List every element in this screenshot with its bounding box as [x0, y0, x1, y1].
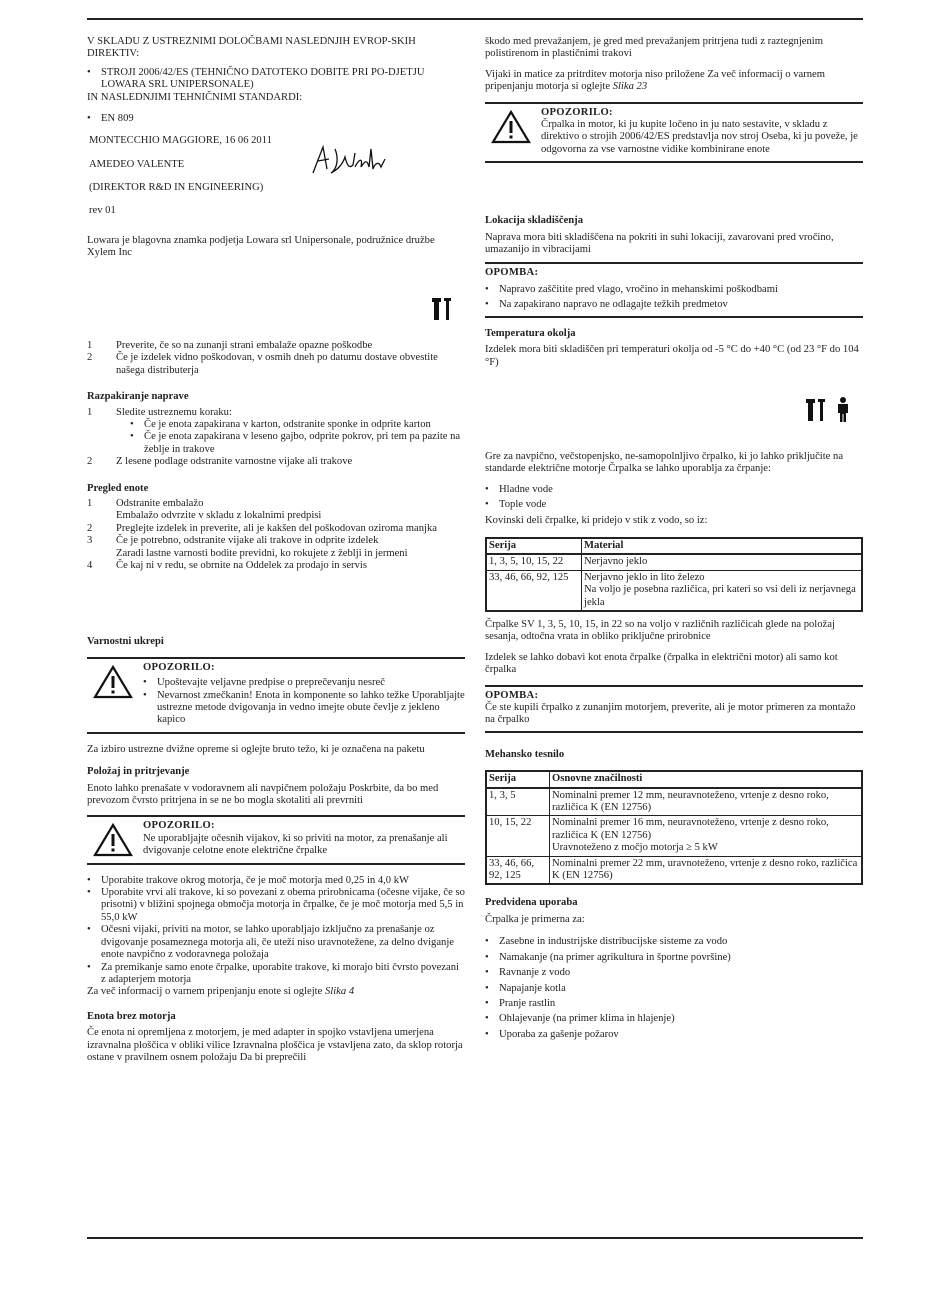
temp-title: Temperatura okolja: [485, 327, 576, 339]
list-item: 2 Z lesene podlage odstranite varnostne vijake ali trakove: [87, 456, 353, 468]
continued-text: škodo med prevažanjem, je gred med prevažanjem pritrjena tudi z raztegnjenim polistirenom in plastičnimi trakovi: [485, 36, 823, 60]
list-item: • Zasebne in industrijske distribucijske sisteme za vodo: [485, 936, 863, 948]
inspect-title: Pregled enote: [87, 482, 149, 494]
list-item: 2 Preglejte izdelek in preverite, ali je kakšen del poškodovan oziroma manjka: [87, 522, 437, 534]
warning-icon: [491, 110, 531, 144]
position-text: Enoto lahko prenašate v vodoravnem ali navpičnem položaju Poskrbite, da bo med prevozom čvrsto pritrjena in se ne bo mogla skotaliti ali prevrniti: [87, 782, 439, 807]
table-cell: Nerjavno jeklo: [582, 554, 863, 570]
warning-icon: [93, 665, 133, 699]
standards-intro: IN NASLEDNJIMI TEHNIČNIMI STANDARDI:: [87, 91, 303, 103]
warning-title: OPOZORILO:: [143, 661, 215, 673]
list-item: • Uporabite vrvi ali trakove, ki so povezani z obema prirobnicama (očesne vijake, če so prisotni) v bližini spojnega območja motorja in črpalke, če je moč motorja med 5,5 in 55,0 kW: [87, 887, 465, 924]
table-cell: 1, 3, 5: [486, 788, 550, 816]
position-title: Položaj in pritrjevanje: [87, 766, 190, 778]
list-item: 2 Če je izdelek vidno poškodovan, v osmih dneh po datumu dostave obvestite našega distributerja: [87, 352, 438, 376]
material-table: [485, 537, 863, 612]
list-item: • Očesni vijaki, priviti na motor, se lahko uporabljajo izključno za prenašanje oz dvigovanje posameznega motorja ali, če uteži niso uravnotežene, za delno dviganje enote navpično z vodoravnega položaja: [87, 924, 465, 961]
tools-icon: [805, 397, 827, 423]
use-intro: Črpalka je primerna za:: [485, 913, 585, 925]
list-item: • Tople vode: [485, 499, 863, 511]
warning-icon: [93, 823, 133, 857]
list-item: 1 Preverite, če so na zunanji strani embalaže opazne poškodbe: [87, 339, 373, 351]
list-item: 1 Odstranite embalažo Embalažo odvrzite v skladu z lokalnimi predpisi: [87, 497, 322, 522]
standard-item: • EN 809: [87, 113, 465, 125]
table-row: [486, 816, 862, 856]
icon-row-1: [87, 260, 465, 340]
list-item: • Nevarnost zmečkanin! Enota in komponente so lahko težke Uporabljajte ustrezne metode dvigovanja in vedno imejte obute čevlje z jekleno kapico: [143, 690, 465, 727]
list-item: • Hladne vode: [485, 484, 863, 496]
note-list: [485, 284, 863, 312]
left-column: [87, 36, 465, 1064]
table-cell: 1, 3, 5, 10, 15, 22: [486, 554, 582, 570]
icon-row-2: [485, 369, 863, 451]
list-item: • Če je enota zapakirana v karton, odstranite sponke in odprite karton: [130, 419, 465, 431]
warning-box: [485, 102, 863, 164]
table-header: Osnovne značilnosti: [550, 771, 863, 787]
warning-text: Ne uporabljajte očesnih vijakov, ki so priviti na motor, za prenašanje ali dvigovanje celotne enote električne črpalke: [143, 832, 448, 857]
list-item: • Napajanje kotla: [485, 983, 863, 995]
check-list: [87, 340, 465, 377]
storage-text: Naprava mora biti skladiščena na pokriti in suhi lokaciji, zavarovani pred vročino, umazanijo in vibracijami: [485, 231, 834, 256]
top-rule: [87, 18, 863, 20]
note-title: OPOMBA:: [485, 267, 539, 279]
table-header-row: [486, 771, 862, 787]
unpack-list: [87, 407, 465, 469]
list-item: 3 Če je potrebno, odstranite vijake ali trakove in odprite izdelek Zaradi lastne varnosti bodite previdni, ko rokujete z žeblji in jermeni: [87, 535, 408, 559]
storage-title: Lokacija skladiščenja: [485, 215, 584, 227]
list-item: • Upoštevajte veljavne predpise o preprečevanju nesreč: [143, 677, 465, 689]
unit-text: Izdelek se lahko dobavi kot enota črpalke (črpalka in električni motor) ali samo kot črpalka: [485, 651, 838, 676]
table-row: [486, 788, 862, 816]
inspect-list: [87, 498, 465, 572]
no-motor-text: Če enota ni opremljena z motorjem, je med adapter in spojko vstavljena umerjena izravnalna ploščica v obliki vilice Izravnalna ploščica je vstavljena zato, da sklop rotorja ostane v pravilnem osnem položaju Da bi preprečili: [87, 1027, 463, 1063]
warning-list: [143, 677, 465, 727]
sv-text: Črpalke SV 1, 3, 5, 10, 15, in 22 so na voljo v različnih različicah glede na položaj sesanja, odtočna vrata in obliko priključne prirobnice: [485, 618, 835, 643]
water-list: [485, 484, 863, 512]
list-item: • Napravo zaščitite pred vlago, vročino in mehanskimi poškodbami: [485, 284, 863, 296]
bottom-rule: [87, 1237, 863, 1239]
table-row: [486, 570, 862, 611]
table-cell: 10, 15, 22: [486, 816, 550, 856]
table-cell: 33, 46, 66, 92, 125: [486, 856, 550, 884]
directive-intro: V SKLADU Z USTREZNIMI DOLOČBAMI NASLEDNJIH EVROP-SKIH DIREKTIV:: [87, 36, 416, 60]
screws-text: Vijaki in matice za pritrditev motorja niso priložene Za več informacij o varnem pripenjanju motorja si oglejte Slika 23: [485, 68, 826, 93]
use-title: Predvidena uporaba: [485, 897, 578, 909]
directive-list: [87, 67, 465, 92]
table-row: [486, 554, 862, 570]
table-header: Serija: [486, 771, 550, 787]
signer-title: (DIREKTOR R&D IN ENGINEERING): [89, 182, 264, 194]
table-cell: Nominalni premer 16 mm, neuravnoteženo, vrtenje z desno roko, različica K (EN 12756) Uravnoteženo z močjo motorja ≥ 5 kW: [550, 816, 863, 856]
lift-list: [87, 875, 465, 987]
list-item: • Na zapakirano napravo ne odlagajte težkih predmetov: [485, 299, 863, 311]
table-header-row: [486, 538, 862, 554]
unpack-sublist: [116, 419, 465, 456]
list-item: 4 Če kaj ni v redu, se obrnite na Oddelek za prodajo in servis: [87, 559, 367, 571]
table-header: Serija: [486, 538, 582, 554]
trademark-text: Lowara je blagovna znamka podjetja Lowara srl Unipersonale, podružnice družbe Xylem Inc: [87, 235, 435, 259]
tools-icon: [431, 296, 453, 322]
unpack-title: Razpakiranje naprave: [87, 391, 189, 403]
revision: rev 01: [89, 204, 116, 216]
list-item: • Ravnanje z vodo: [485, 967, 863, 979]
list-item: • Za premikanje samo enote črpalke, uporabite trakove, ki morajo biti čvrsto povezani z adapterjem motorja: [87, 962, 465, 987]
note-title: OPOMBA:: [485, 689, 539, 701]
signer-name: AMEDEO VALENTE: [89, 158, 185, 170]
temp-text: Izdelek mora biti skladiščen pri temperaturi okolja od -5 °C do +40 °C (od 23 °F do 104 °F): [485, 344, 859, 368]
warning-title: OPOZORILO:: [143, 820, 215, 832]
list-item: 1 Sledite ustreznemu koraku: • Če je enota zapakirana v karton, odstranite sponke in odprite karton • Če je enota zapakirana v leseno gajbo, odprite pokrov, pri tem pa pazite na žeblje in trakove: [87, 407, 465, 457]
warning-text: Črpalka in motor, ki ju kupite ločeno in ju nato sestavite, v skladu z direktivo o strojih 2006/42/ES predstavlja nov stroj Oseba, ki ju poveže, je odgovorna za vse varnostne vidike kombinirane enote: [541, 119, 858, 155]
more-info-text: Za več informacij o varnem pripenjanju enote si oglejte Slika 4: [87, 986, 355, 998]
note-box: [485, 685, 863, 733]
seal-table: [485, 770, 863, 885]
list-item: • Pranje rastlin: [485, 998, 863, 1010]
warning-box: [87, 657, 465, 734]
safety-title: Varnostni ukrepi: [87, 636, 164, 648]
note-text: Če ste kupili črpalko z zunanjim motorjem, preverite, ali je motor primeren za montažo na črpalko: [485, 702, 856, 726]
seal-title: Mehansko tesnilo: [485, 748, 565, 760]
metal-parts-text: Kovinski deli črpalke, ki pridejo v stik z vodo, so iz:: [485, 514, 708, 526]
table-row: [486, 856, 862, 884]
list-item: • Uporabite trakove okrog motorja, če je moč motorja med 0,25 in 4,0 kW: [87, 875, 465, 887]
table-cell: Nominalni premer 22 mm, uravnoteženo, vrtenje z desno roko, različica K (EN 12756): [550, 856, 863, 884]
table-header: Material: [582, 538, 863, 554]
list-item: • Uporaba za gašenje požarov: [485, 1029, 863, 1041]
table-cell: Nerjavno jeklo in lito železo Na voljo je posebna različica, pri kateri so vsi deli iz nerjavnega jekla: [582, 570, 863, 611]
pump-description: Gre za navpično, večstopenjsko, ne-samopolnljivo črpalko, ki jo lahko priključite na standarde električne motorje Črpalka se lahko uporablja za črpanje:: [485, 450, 844, 475]
table-cell: Nominalni premer 12 mm, neuravnoteženo, vrtenje z desno roko, različica K (EN 12756): [550, 788, 863, 816]
list-item: • Če je enota zapakirana v leseno gajbo, odprite pokrov, pri tem pa pazite na žeblje in trakove: [130, 431, 465, 456]
note-box: [485, 262, 863, 317]
list-item: • Namakanje (na primer agrikultura in športne površine): [485, 952, 863, 964]
use-list: [485, 936, 863, 1041]
person-icon: [835, 397, 851, 423]
place-date: MONTECCHIO MAGGIORE, 16 06 2011: [89, 135, 272, 147]
right-column: [485, 36, 863, 1041]
signature-image: [309, 139, 391, 179]
directive-item: • STROJI 2006/42/ES (TEHNIČNO DATOTEKO DOBITE PRI PO-DJETJU LOWARA SRL UNIPERSONALE): [87, 67, 465, 92]
warning-title: OPOZORILO:: [541, 106, 613, 118]
table-cell: 33, 46, 66, 92, 125: [486, 570, 582, 611]
lifting-text: Za izbiro ustrezne dvižne opreme si oglejte bruto težo, ki je označena na paketu: [87, 743, 425, 755]
warning-box: [87, 815, 465, 864]
list-item: • Ohlajevanje (na primer klima in hlajenje): [485, 1013, 863, 1025]
no-motor-title: Enota brez motorja: [87, 1010, 176, 1022]
standards-list: [87, 113, 465, 125]
